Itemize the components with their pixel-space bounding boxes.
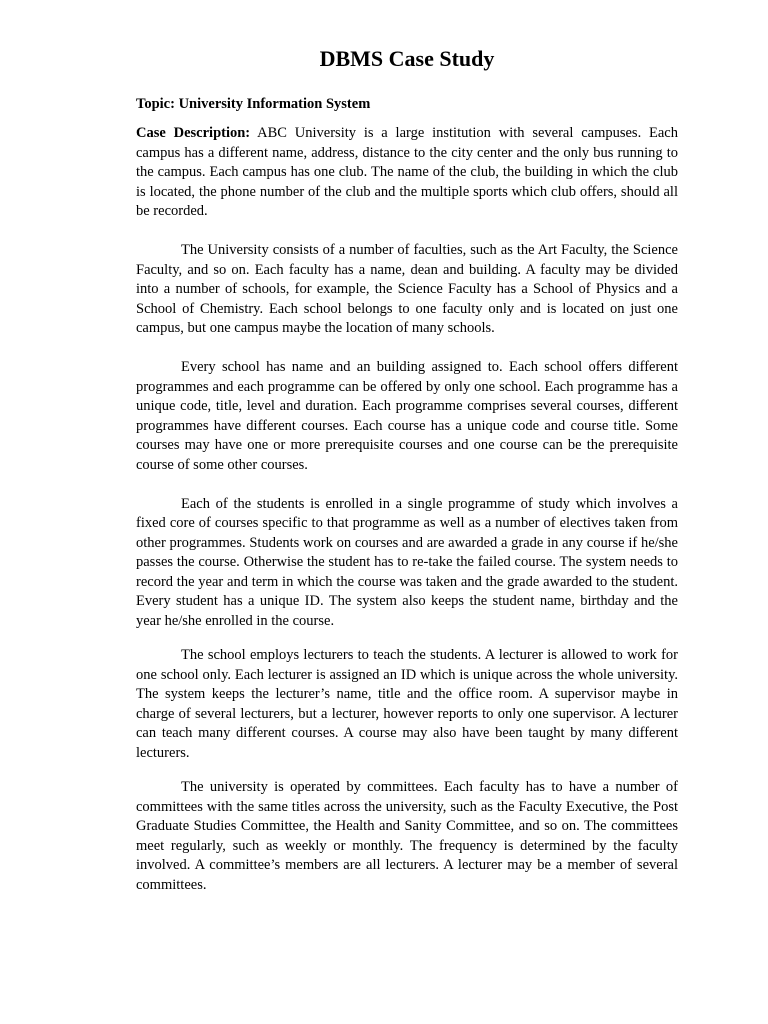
lecturers-paragraph: The school employs lecturers to teach the students. A lecturer is allowed to work for one school only. Each lecturer is assigned an ID which is unique across the whole university. The system keeps the lecturer’s name, title and the office room. A supervisor maybe in charge of several lecturers, but a lecturer, however reports to only one supervisor. A lecturer can teach many different courses. A course may also have been taught by many different lecturers. bbox=[136, 647, 678, 761]
faculties-paragraph: The University consists of a number of faculties, such as the Art Faculty, the Science Faculty, and so on. Each faculty has a name, dean and building. A faculty may be divided into a number of schools, for example, the Science Faculty has a School of Physics and a School of Chemistry. Each school belongs to one faculty only and is located on just one campus, but one campus maybe the location of many schools. bbox=[136, 242, 678, 336]
case-description-label: Case Description: bbox=[136, 125, 251, 141]
page-title: DBMS Case Study bbox=[319, 46, 495, 71]
case-description-text: ABC University is a large institution with several campuses. Each campus has a different name, address, distance to the city center and the only bus running to the campus. Each campus has one club. The name of the club, the building in which the club is located, the phone number of the club and the multiple sports which club offers, should all be recorded. bbox=[136, 125, 678, 219]
committees-paragraph: The university is operated by committees. Each faculty has to have a number of committees with the same titles across the university, such as the Faculty Executive, the Post Graduate Studies Committee, the Health and Sanity Committee, and so on. The committees meet regularly, such as weekly or monthly. The frequency is determined by the faculty involved. A committee’s members are all lecturers. A lecturer may be a member of several committees. bbox=[136, 779, 678, 893]
schools-paragraph: Every school has name and an building assigned to. Each school offers different programmes and each programme can be offered by only one school. Each programme has a unique code, title, level and duration. Each programme comprises several courses, different programmes have different courses. Each course has a unique code and course title. Some courses may have one or more prerequisite courses and one course can be the prerequisite course of some other courses. bbox=[136, 359, 678, 473]
topic-heading: Topic: University Information System bbox=[136, 96, 371, 112]
case-description-paragraph bbox=[136, 124, 678, 222]
students-paragraph: Each of the students is enrolled in a single programme of study which involves a fixed core of courses specific to that programme as well as a number of electives taken from other programmes. Students work on courses and are awarded a grade in any course if he/she passes the course. Otherwise the student has to re-take the failed course. The system needs to record the year and term in which the course was taken and the grade awarded to the student. Every student has a unique ID. The system also keeps the student name, birthday and the year he/she enrolled in the course. bbox=[136, 495, 678, 629]
